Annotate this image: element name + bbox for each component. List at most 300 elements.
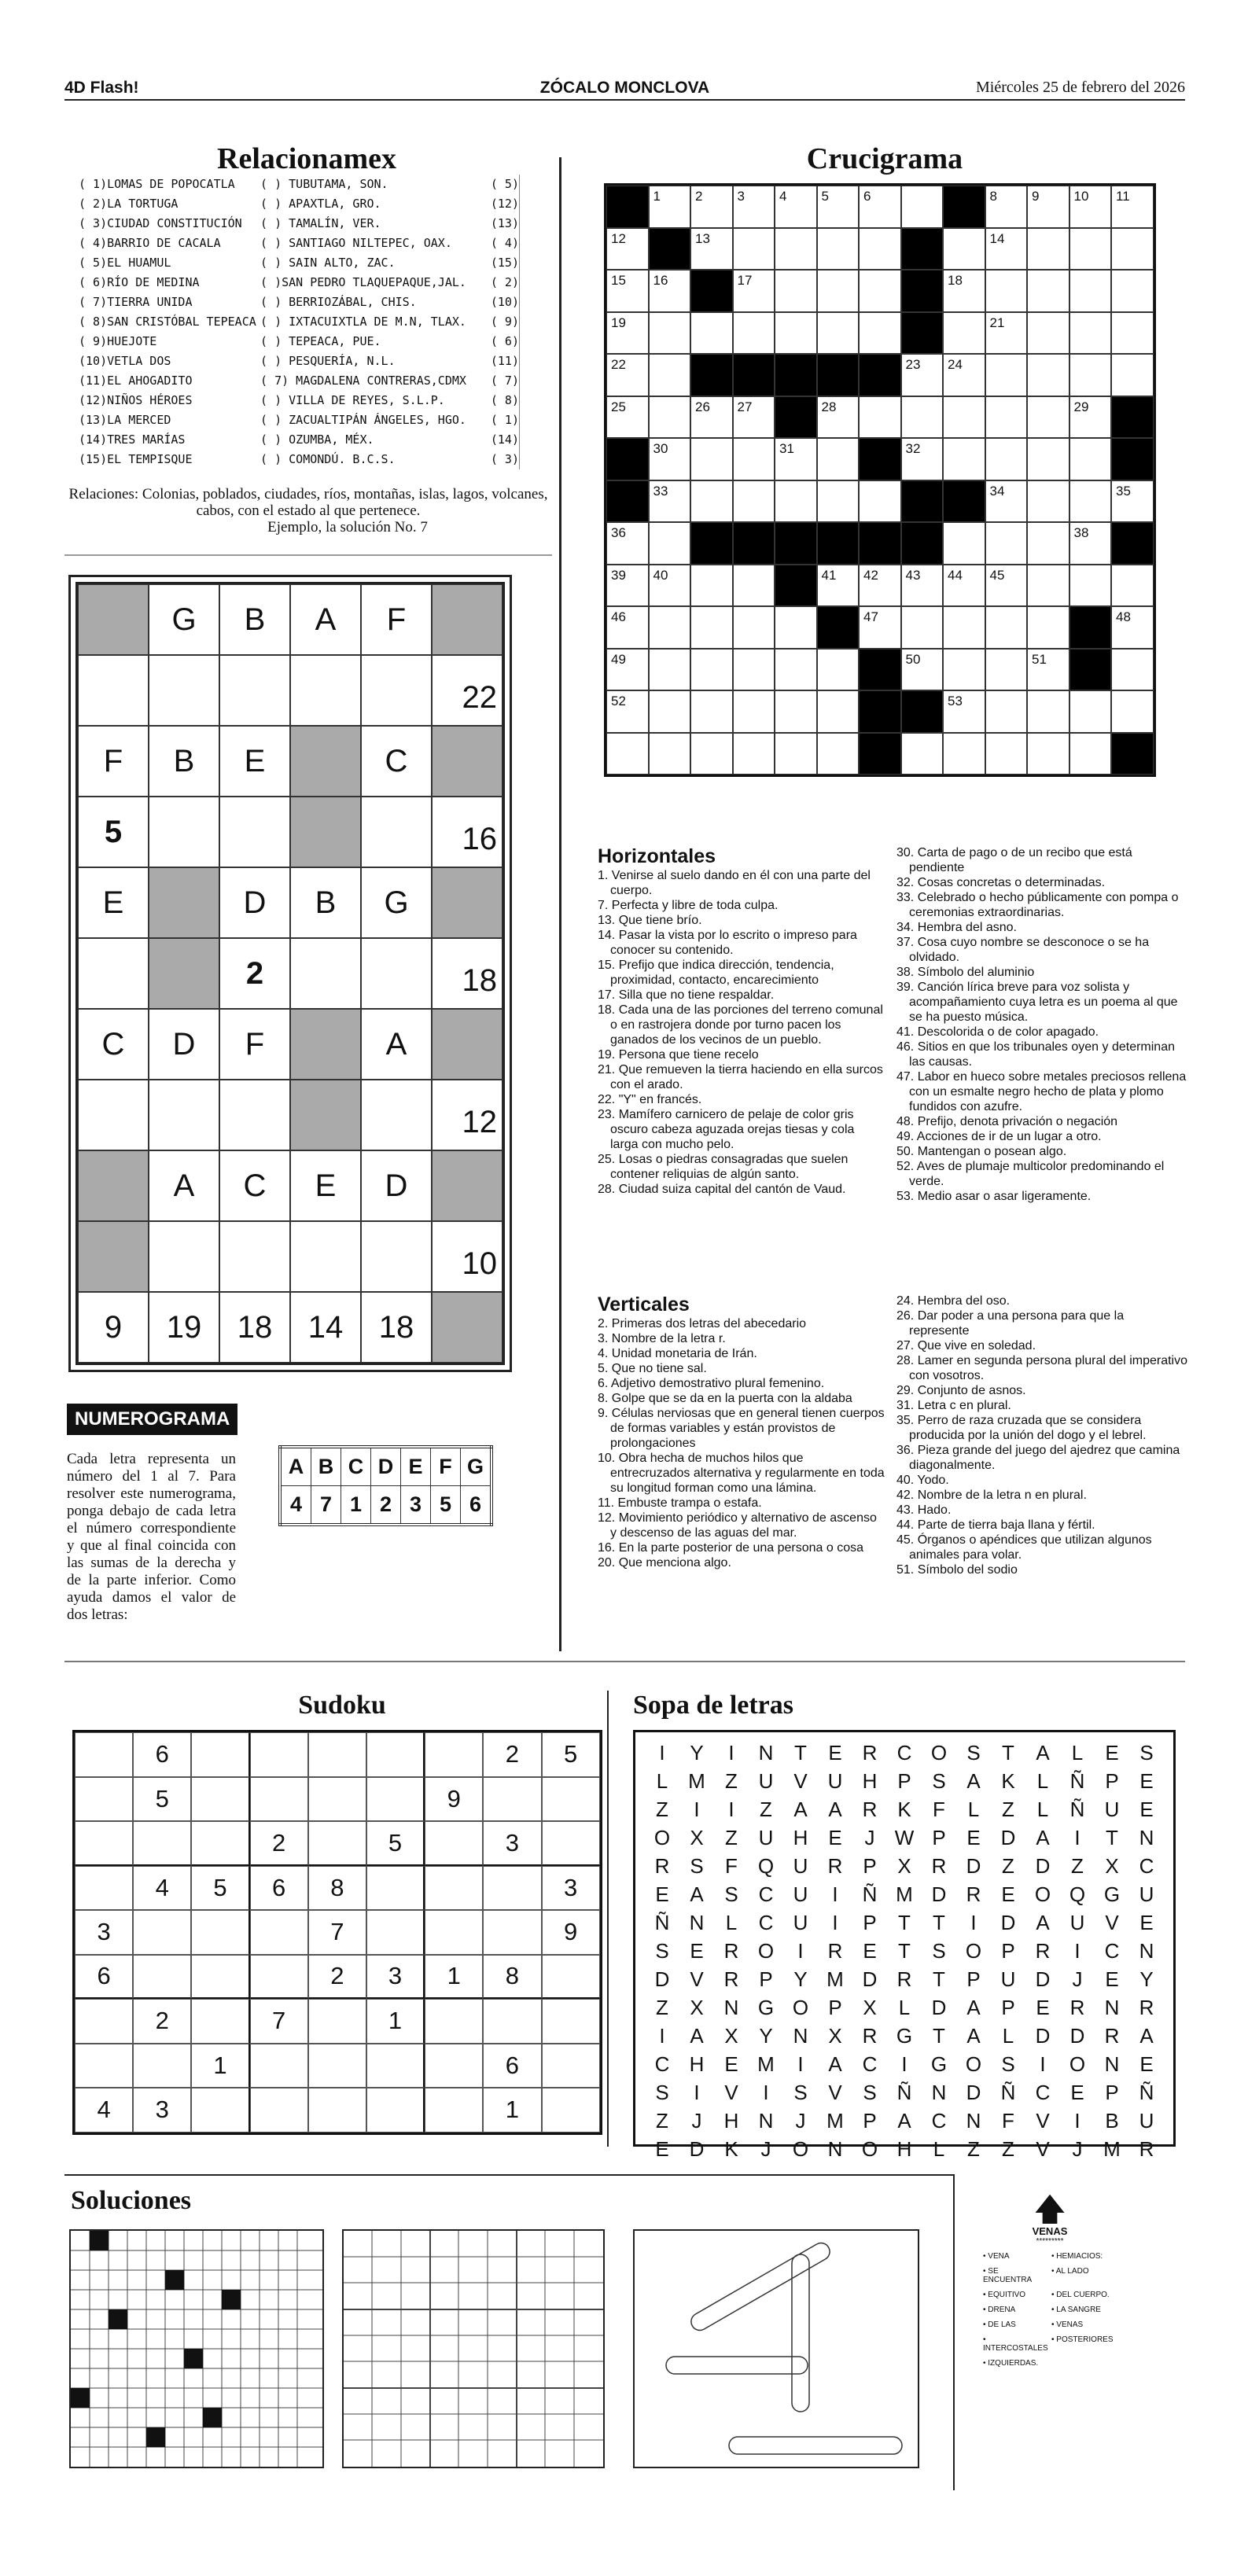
word-search-letter[interactable]: O <box>1034 1882 1051 1906</box>
sudoku-cell[interactable] <box>191 1777 249 1822</box>
crossword-cell[interactable] <box>606 606 649 649</box>
crossword-cell[interactable] <box>943 733 985 775</box>
crossword-cell[interactable] <box>817 312 860 355</box>
word-search-letter[interactable]: Ñ <box>1069 1798 1085 1821</box>
crossword-cell[interactable] <box>859 228 901 270</box>
word-search-letter[interactable]: C <box>758 1882 774 1906</box>
word-search-letter[interactable]: Ñ <box>896 2081 912 2104</box>
word-search-letter[interactable]: L <box>967 1798 980 1821</box>
word-search-letter[interactable]: U <box>758 1769 774 1793</box>
crossword-cell[interactable] <box>985 228 1028 270</box>
word-search-letter[interactable]: G <box>896 2024 913 2048</box>
sudoku-cell[interactable]: 3 <box>542 1866 600 1911</box>
word-search-letter[interactable]: A <box>897 2109 911 2133</box>
word-search-letter[interactable]: I <box>694 1798 700 1821</box>
crossword-cell[interactable] <box>1027 649 1069 691</box>
word-search-letter[interactable]: N <box>1139 1939 1154 1963</box>
word-search-letter[interactable]: Q <box>757 1854 775 1878</box>
crossword-cell[interactable] <box>943 396 985 439</box>
word-search-letter[interactable]: Ñ <box>862 1882 878 1906</box>
crossword-cell[interactable] <box>649 606 691 649</box>
word-search-letter[interactable]: Ñ <box>1000 2081 1016 2104</box>
crossword-cell[interactable] <box>1069 522 1112 565</box>
word-search-letter[interactable]: N <box>723 1996 739 2019</box>
crossword-cell[interactable] <box>901 396 944 439</box>
word-search-letter[interactable]: U <box>1069 1911 1085 1934</box>
word-search-letter[interactable]: X <box>897 1854 911 1878</box>
word-search-letter[interactable]: T <box>1002 1741 1014 1765</box>
word-search-letter[interactable]: I <box>694 2081 700 2104</box>
crossword-cell[interactable] <box>901 649 944 691</box>
sudoku-cell[interactable] <box>308 2044 366 2088</box>
word-search-letter[interactable]: M <box>688 1769 705 1793</box>
sudoku-cell[interactable] <box>250 2088 308 2133</box>
word-search-letter[interactable]: E <box>1105 1967 1119 1991</box>
word-search-letter[interactable]: X <box>724 2024 738 2048</box>
word-search-letter[interactable]: A <box>966 1996 981 2019</box>
crossword-cell[interactable] <box>606 396 649 439</box>
sudoku-cell[interactable] <box>483 1777 541 1822</box>
crossword-cell[interactable] <box>943 649 985 691</box>
crossword-cell[interactable] <box>775 438 817 480</box>
sudoku-cell[interactable]: 1 <box>366 1999 425 2044</box>
crossword-cell[interactable] <box>649 438 691 480</box>
crossword-cell[interactable] <box>985 522 1028 565</box>
crossword-cell[interactable] <box>690 565 733 607</box>
sudoku-cell[interactable] <box>133 2044 191 2088</box>
word-search-letter[interactable]: E <box>655 2137 669 2161</box>
crossword-cell[interactable] <box>985 565 1028 607</box>
word-search-letter[interactable]: D <box>1000 1911 1016 1934</box>
word-search-letter[interactable]: T <box>898 1911 911 1934</box>
crossword-cell[interactable] <box>1111 565 1154 607</box>
word-search-letter[interactable]: O <box>1069 2052 1086 2076</box>
word-search-letter[interactable]: G <box>757 1996 775 2019</box>
word-search-letter[interactable]: R <box>862 1741 878 1765</box>
sudoku-cell[interactable] <box>250 1777 308 1822</box>
crossword-cell[interactable] <box>859 480 901 523</box>
crossword-cell[interactable] <box>606 354 649 396</box>
word-search-letter[interactable]: E <box>1001 1882 1015 1906</box>
word-search-letter[interactable]: L <box>1002 2024 1014 2048</box>
word-search-letter[interactable]: H <box>689 2052 705 2076</box>
word-search-letter[interactable]: N <box>758 2109 774 2133</box>
crossword-cell[interactable] <box>775 649 817 691</box>
sudoku-cell[interactable]: 1 <box>483 2088 541 2133</box>
word-search-letter[interactable]: I <box>797 1939 804 1963</box>
word-search-letter[interactable]: C <box>896 1741 912 1765</box>
word-search-letter[interactable]: L <box>656 1769 668 1793</box>
word-search-letter[interactable]: E <box>1139 1911 1154 1934</box>
word-search-letter[interactable]: P <box>1105 2081 1119 2104</box>
crossword-cell[interactable] <box>1111 228 1154 270</box>
crossword-cell[interactable] <box>690 396 733 439</box>
crossword-cell[interactable] <box>1027 606 1069 649</box>
crossword-cell[interactable] <box>606 733 649 775</box>
word-search-letter[interactable]: V <box>1105 1911 1119 1934</box>
crossword-cell[interactable] <box>1111 312 1154 355</box>
word-search-letter[interactable]: Z <box>656 2109 668 2133</box>
crossword-cell[interactable] <box>690 186 733 228</box>
crossword-cell[interactable] <box>859 270 901 312</box>
crossword-cell[interactable] <box>859 396 901 439</box>
crossword-cell[interactable] <box>1027 438 1069 480</box>
word-search-letter[interactable]: N <box>1139 1826 1154 1849</box>
word-search-letter[interactable]: R <box>1104 2024 1120 2048</box>
word-search-letter[interactable]: E <box>655 1882 669 1906</box>
word-search-letter[interactable]: U <box>1139 1882 1154 1906</box>
sudoku-cell[interactable] <box>308 2088 366 2133</box>
word-search-letter[interactable]: A <box>1036 1911 1050 1934</box>
word-search-letter[interactable]: E <box>1139 1798 1154 1821</box>
word-search-letter[interactable]: U <box>1000 1967 1016 1991</box>
sudoku-cell[interactable]: 3 <box>133 2088 191 2133</box>
word-search-letter[interactable]: O <box>792 1996 809 2019</box>
word-search-letter[interactable]: I <box>1074 2109 1080 2133</box>
crossword-cell[interactable] <box>690 606 733 649</box>
sudoku-cell[interactable]: 3 <box>366 1955 425 2000</box>
word-search-letter[interactable]: Ñ <box>654 1911 670 1934</box>
word-search-letter[interactable]: A <box>828 2052 842 2076</box>
word-search-letter[interactable]: A <box>1036 1741 1050 1765</box>
sudoku-cell[interactable] <box>483 1866 541 1911</box>
crossword-cell[interactable] <box>733 228 775 270</box>
sudoku-cell[interactable] <box>366 1777 425 1822</box>
sudoku-cell[interactable]: 9 <box>425 1777 483 1822</box>
crossword-cell[interactable] <box>606 565 649 607</box>
word-search-letter[interactable]: P <box>863 1854 877 1878</box>
crossword-cell[interactable] <box>1111 270 1154 312</box>
sudoku-cell[interactable] <box>75 1821 133 1866</box>
word-search-letter[interactable]: I <box>659 1741 665 1765</box>
word-search-letter[interactable]: P <box>828 1996 842 2019</box>
word-search-letter[interactable]: O <box>653 1826 671 1849</box>
crossword-cell[interactable] <box>1111 186 1154 228</box>
word-search-letter[interactable]: I <box>832 1911 838 1934</box>
word-search-letter[interactable]: R <box>654 1854 670 1878</box>
word-search-letter[interactable]: A <box>1139 2024 1154 2048</box>
word-search-letter[interactable]: S <box>863 2081 877 2104</box>
word-search-letter[interactable]: X <box>690 1996 704 2019</box>
crossword-cell[interactable] <box>859 312 901 355</box>
crossword-cell[interactable] <box>1027 186 1069 228</box>
word-search-letter[interactable]: Z <box>967 2137 980 2161</box>
word-search-letter[interactable]: O <box>965 2052 982 2076</box>
word-search-letter[interactable]: H <box>862 1769 878 1793</box>
sudoku-cell[interactable] <box>250 1955 308 2000</box>
word-search-letter[interactable]: Y <box>793 1967 808 1991</box>
crossword-cell[interactable] <box>775 228 817 270</box>
word-search-letter[interactable]: D <box>862 1967 878 1991</box>
word-search-letter[interactable]: F <box>725 1854 738 1878</box>
word-search-letter[interactable]: C <box>931 2109 947 2133</box>
word-search-letter[interactable]: O <box>861 2137 878 2161</box>
word-search-letter[interactable]: P <box>1001 1996 1015 2019</box>
crossword-cell[interactable] <box>733 733 775 775</box>
word-search-letter[interactable]: K <box>724 2137 738 2161</box>
crossword-cell[interactable] <box>943 522 985 565</box>
sudoku-cell[interactable]: 2 <box>308 1955 366 2000</box>
word-search-letter[interactable]: E <box>1139 2052 1154 2076</box>
word-search-letter[interactable]: E <box>1139 1769 1154 1793</box>
sudoku-cell[interactable] <box>308 1732 366 1777</box>
crossword-cell[interactable] <box>733 186 775 228</box>
word-search-letter[interactable]: N <box>1104 1996 1120 2019</box>
crossword-cell[interactable] <box>1111 480 1154 523</box>
sudoku-cell[interactable] <box>133 1910 191 1955</box>
word-search-letter[interactable]: M <box>826 2109 844 2133</box>
word-search-letter[interactable]: D <box>1000 1826 1016 1849</box>
word-search-letter[interactable]: C <box>654 2052 670 2076</box>
crossword-cell[interactable] <box>817 565 860 607</box>
word-search-letter[interactable]: F <box>933 1798 945 1821</box>
sudoku-cell[interactable] <box>542 1777 600 1822</box>
word-search-letter[interactable]: K <box>1001 1769 1015 1793</box>
crossword-cell[interactable] <box>943 565 985 607</box>
word-search-letter[interactable]: Z <box>725 1769 738 1793</box>
word-search-letter[interactable]: R <box>1035 1939 1051 1963</box>
sudoku-cell[interactable]: 5 <box>133 1777 191 1822</box>
sudoku-cell[interactable]: 8 <box>308 1866 366 1911</box>
word-search-letter[interactable]: Z <box>656 1996 668 2019</box>
word-search-letter[interactable]: S <box>1001 2052 1015 2076</box>
word-search-letter[interactable]: G <box>930 2052 948 2076</box>
word-search-letter[interactable]: I <box>797 2052 804 2076</box>
crossword-cell[interactable] <box>1111 649 1154 691</box>
crossword-cell[interactable] <box>1111 690 1154 733</box>
sudoku-cell[interactable] <box>366 1910 425 1955</box>
crossword-cell[interactable] <box>733 396 775 439</box>
word-search-letter[interactable]: E <box>1070 2081 1084 2104</box>
word-search-letter[interactable]: D <box>1069 2024 1085 2048</box>
word-search-letter[interactable]: A <box>690 2024 704 2048</box>
word-search-letter[interactable]: H <box>793 1826 808 1849</box>
sudoku-cell[interactable]: 3 <box>483 1821 541 1866</box>
crossword-cell[interactable] <box>775 606 817 649</box>
word-search-letter[interactable]: S <box>793 2081 808 2104</box>
word-search-letter[interactable]: P <box>759 1967 773 1991</box>
word-search-letter[interactable]: J <box>795 2109 806 2133</box>
sudoku-cell[interactable] <box>191 2088 249 2133</box>
word-search-letter[interactable]: I <box>901 2052 907 2076</box>
word-search-letter[interactable]: I <box>1074 1939 1080 1963</box>
crossword-cell[interactable] <box>943 270 985 312</box>
sudoku-cell[interactable]: 1 <box>191 2044 249 2088</box>
crossword-cell[interactable] <box>859 565 901 607</box>
crossword-cell[interactable] <box>649 733 691 775</box>
sudoku-cell[interactable]: 6 <box>250 1866 308 1911</box>
crossword-cell[interactable] <box>901 438 944 480</box>
sudoku-cell[interactable] <box>191 1999 249 2044</box>
word-search-letter[interactable]: P <box>932 1826 946 1849</box>
word-search-letter[interactable]: U <box>758 1826 774 1849</box>
word-search-letter[interactable]: I <box>1074 1826 1080 1849</box>
crossword-cell[interactable] <box>1027 354 1069 396</box>
sudoku-cell[interactable]: 9 <box>542 1910 600 1955</box>
sudoku-cell[interactable] <box>425 1821 483 1866</box>
word-search-letter[interactable]: X <box>828 2024 842 2048</box>
sudoku-cell[interactable]: 5 <box>366 1821 425 1866</box>
word-search-letter[interactable]: E <box>966 1826 981 1849</box>
sudoku-cell[interactable] <box>75 1999 133 2044</box>
word-search-letter[interactable]: M <box>1103 2137 1121 2161</box>
word-search-letter[interactable]: I <box>728 1798 734 1821</box>
sudoku-cell[interactable]: 6 <box>483 2044 541 2088</box>
word-search-letter[interactable]: E <box>1105 1741 1119 1765</box>
word-search-letter[interactable]: P <box>1001 1939 1015 1963</box>
crossword-cell[interactable] <box>649 522 691 565</box>
sudoku-cell[interactable]: 6 <box>75 1955 133 2000</box>
crossword-cell[interactable] <box>1027 270 1069 312</box>
word-search-letter[interactable]: T <box>898 1939 911 1963</box>
sudoku-cell[interactable] <box>75 1866 133 1911</box>
word-search-letter[interactable]: C <box>1139 1854 1154 1878</box>
sudoku-cell[interactable]: 6 <box>133 1732 191 1777</box>
crossword-cell[interactable] <box>1069 354 1112 396</box>
word-search-letter[interactable]: P <box>1105 1769 1119 1793</box>
word-search-letter[interactable]: A <box>966 2024 981 2048</box>
crossword-cell[interactable] <box>1027 565 1069 607</box>
word-search-letter[interactable]: A <box>966 1769 981 1793</box>
crossword-cell[interactable] <box>985 312 1028 355</box>
word-search-letter[interactable]: E <box>1036 1996 1050 2019</box>
sudoku-cell[interactable] <box>191 1821 249 1866</box>
crossword-cell[interactable] <box>943 354 985 396</box>
sudoku-cell[interactable]: 4 <box>133 1866 191 1911</box>
word-search-letter[interactable]: D <box>689 2137 705 2161</box>
sudoku-cell[interactable]: 2 <box>483 1732 541 1777</box>
word-search-letter[interactable]: N <box>827 2137 843 2161</box>
sudoku-cell[interactable] <box>75 1777 133 1822</box>
sudoku-cell[interactable] <box>308 1999 366 2044</box>
crossword-cell[interactable] <box>985 396 1028 439</box>
sudoku-cell[interactable] <box>250 1732 308 1777</box>
word-search-letter[interactable]: I <box>1040 2052 1046 2076</box>
word-search-letter[interactable]: T <box>933 1967 945 1991</box>
crossword-cell[interactable] <box>859 186 901 228</box>
crossword-cell[interactable] <box>1069 312 1112 355</box>
crossword-cell[interactable] <box>733 565 775 607</box>
word-search-letter[interactable]: S <box>724 1882 738 1906</box>
word-search-letter[interactable]: V <box>1036 2137 1050 2161</box>
word-search-letter[interactable]: U <box>827 1769 843 1793</box>
crossword-cell[interactable] <box>733 312 775 355</box>
word-search-letter[interactable]: U <box>1104 1798 1120 1821</box>
crossword-cell[interactable] <box>901 186 944 228</box>
crossword-cell[interactable] <box>649 480 691 523</box>
word-search-letter[interactable]: N <box>793 2024 808 2048</box>
crossword-cell[interactable] <box>943 228 985 270</box>
word-search-letter[interactable]: T <box>1106 1826 1118 1849</box>
word-search-letter[interactable]: U <box>793 1882 808 1906</box>
word-search-letter[interactable]: I <box>659 2024 665 2048</box>
word-search-letter[interactable]: A <box>690 1882 704 1906</box>
crossword-cell[interactable] <box>1069 270 1112 312</box>
sudoku-cell[interactable] <box>191 1955 249 2000</box>
word-search-letter[interactable]: N <box>966 2109 981 2133</box>
word-search-letter[interactable]: N <box>689 1911 705 1934</box>
word-search-letter[interactable]: D <box>966 2081 981 2104</box>
word-search-letter[interactable]: L <box>725 1911 738 1934</box>
word-search-letter[interactable]: O <box>930 1741 948 1765</box>
sudoku-cell[interactable] <box>75 1732 133 1777</box>
word-search-letter[interactable]: S <box>690 1854 704 1878</box>
sudoku-cell[interactable] <box>425 1866 483 1911</box>
word-search-letter[interactable]: L <box>1036 1798 1049 1821</box>
sudoku-cell[interactable] <box>191 1910 249 1955</box>
crossword-cell[interactable] <box>1069 565 1112 607</box>
crossword-cell[interactable] <box>817 733 860 775</box>
crossword-cell[interactable] <box>690 438 733 480</box>
crossword-cell[interactable] <box>690 228 733 270</box>
word-search-letter[interactable]: C <box>758 1911 774 1934</box>
crossword-cell[interactable] <box>1069 228 1112 270</box>
word-search-letter[interactable]: Y <box>690 1741 704 1765</box>
word-search-letter[interactable]: M <box>757 2052 775 2076</box>
sudoku-cell[interactable] <box>366 2088 425 2133</box>
word-search-letter[interactable]: R <box>862 1798 878 1821</box>
sudoku-cell[interactable]: 7 <box>308 1910 366 1955</box>
word-search-letter[interactable]: Ñ <box>1069 1769 1085 1793</box>
crossword-cell[interactable] <box>1069 690 1112 733</box>
crossword-cell[interactable] <box>733 480 775 523</box>
crossword-cell[interactable] <box>649 186 691 228</box>
word-search-letter[interactable]: J <box>760 2137 771 2161</box>
word-search-letter[interactable]: A <box>828 1798 842 1821</box>
word-search-letter[interactable]: Z <box>1002 2137 1014 2161</box>
crossword-cell[interactable] <box>733 690 775 733</box>
word-search-letter[interactable]: R <box>1139 1996 1154 2019</box>
crossword-cell[interactable] <box>943 438 985 480</box>
crossword-cell[interactable] <box>1027 690 1069 733</box>
word-search-letter[interactable]: T <box>794 1741 807 1765</box>
crossword-cell[interactable] <box>901 565 944 607</box>
word-search-letter[interactable]: H <box>723 2109 739 2133</box>
word-search-letter[interactable]: R <box>862 2024 878 2048</box>
sudoku-cell[interactable] <box>191 1732 249 1777</box>
crossword-cell[interactable] <box>1027 733 1069 775</box>
word-search-letter[interactable]: I <box>970 1911 977 1934</box>
sudoku-cell[interactable] <box>542 1955 600 2000</box>
crossword-cell[interactable] <box>690 733 733 775</box>
word-search-letter[interactable]: U <box>793 1911 808 1934</box>
sudoku-cell[interactable] <box>425 1732 483 1777</box>
crossword-cell[interactable] <box>1027 312 1069 355</box>
sudoku-cell[interactable] <box>308 1821 366 1866</box>
word-search-letter[interactable]: J <box>864 1826 875 1849</box>
word-search-letter[interactable]: C <box>1104 1939 1120 1963</box>
word-search-letter[interactable]: J <box>1072 2137 1083 2161</box>
word-search-letter[interactable]: E <box>724 2052 738 2076</box>
crossword-cell[interactable] <box>985 606 1028 649</box>
word-search-letter[interactable]: Y <box>1139 1967 1154 1991</box>
crossword-cell[interactable] <box>733 270 775 312</box>
sudoku-cell[interactable] <box>425 1999 483 2044</box>
word-search-letter[interactable]: M <box>896 1882 913 1906</box>
word-search-letter[interactable]: N <box>931 2081 947 2104</box>
word-search-letter[interactable]: L <box>1071 1741 1084 1765</box>
sudoku-cell[interactable] <box>133 1955 191 2000</box>
crossword-cell[interactable] <box>901 733 944 775</box>
word-search-letter[interactable]: S <box>655 1939 669 1963</box>
crossword-cell[interactable] <box>1111 606 1154 649</box>
word-search-letter[interactable]: X <box>1105 1854 1119 1878</box>
crossword-cell[interactable] <box>775 690 817 733</box>
word-search-letter[interactable]: R <box>896 1967 912 1991</box>
crossword-cell[interactable] <box>1111 354 1154 396</box>
crossword-cell[interactable] <box>985 733 1028 775</box>
word-search-letter[interactable]: I <box>763 2081 769 2104</box>
